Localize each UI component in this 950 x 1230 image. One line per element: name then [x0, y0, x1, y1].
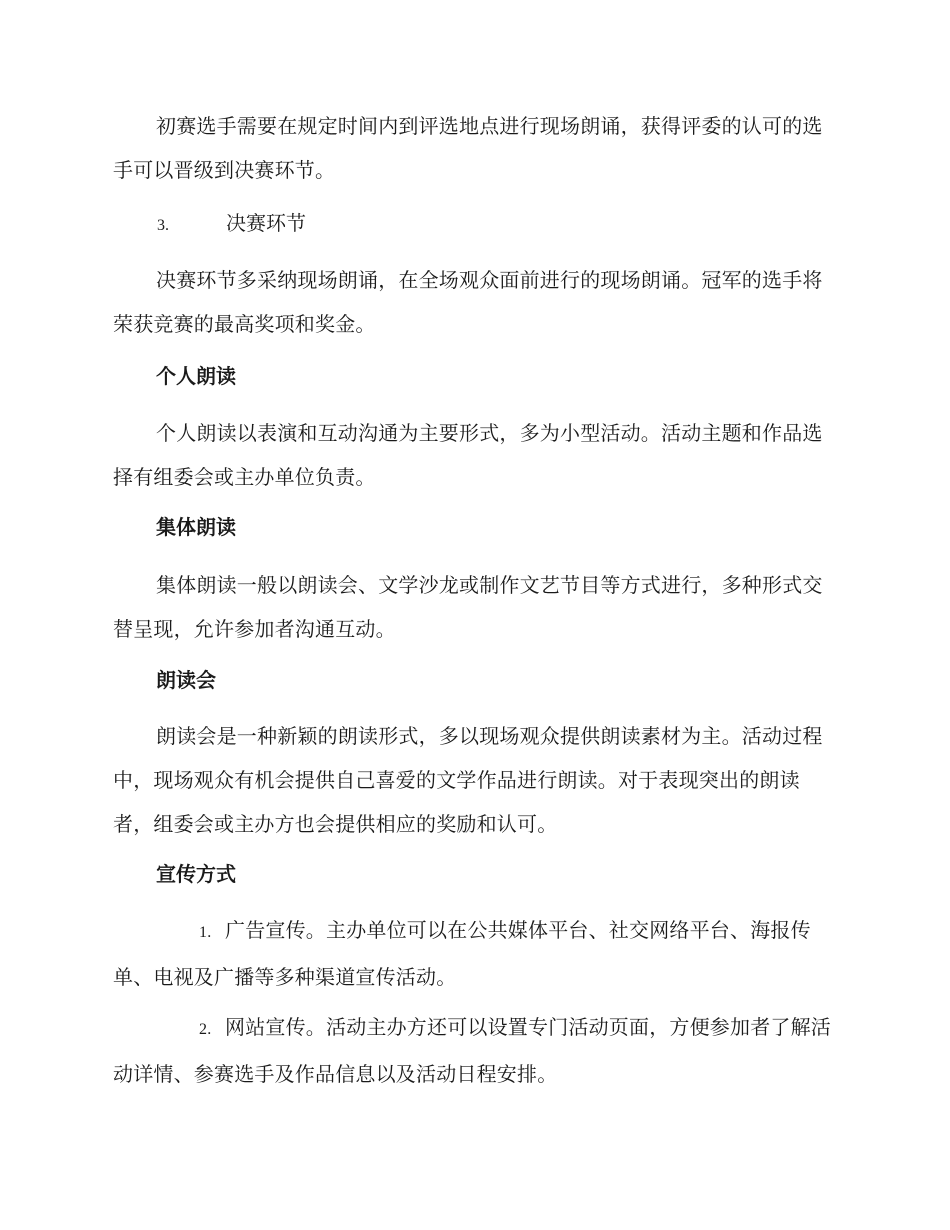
promotion-item-2: [113, 1005, 833, 1096]
paragraph-individual: [113, 411, 833, 499]
list-item-text: 广告宣传。主办单位可以在公共媒体平台、社交网络平台、海报传单、电视及广播等多种渠道宣传活动。: [113, 918, 811, 989]
list-number: 1.: [199, 924, 212, 941]
section-heading-reading-session: 朗读会: [156, 668, 216, 692]
section-heading-individual: 个人朗读: [156, 364, 236, 388]
paragraph-text: 初赛选手需要在规定时间内到评选地点进行现场朗诵，获得评委的认可的选手可以晋级到决赛环节。: [113, 114, 823, 182]
paragraph-text: 集体朗读一般以朗读会、文学沙龙或制作文艺节目等方式进行，多种形式交替呈现，允许参加者沟通互动。: [113, 573, 823, 641]
list-heading-text: 决赛环节: [226, 211, 306, 235]
paragraph-group: [113, 563, 833, 651]
paragraph-text: 个人朗读以表演和互动沟通为主要形式，多为小型活动。活动主题和作品选择有组委会或主办单位负责。: [113, 421, 823, 489]
list-item-text: 网站宣传。活动主办方还可以设置专门活动页面，方便参加者了解活动详情、参赛选手及作品信息以及活动日程安排。: [113, 1015, 831, 1086]
paragraph-text: 决赛环节多采纳现场朗诵，在全场观众面前进行的现场朗诵。冠军的选手将荣获竞赛的最高奖项和奖金。: [113, 268, 823, 336]
promotion-item-1: [113, 908, 833, 999]
paragraph-final: [113, 258, 833, 346]
paragraph-reading-session: [113, 714, 833, 846]
section-heading-group: 集体朗读: [156, 515, 236, 539]
numbered-heading-final: [113, 201, 833, 248]
section-heading-promotion: 宣传方式: [156, 862, 236, 886]
list-number: 2.: [199, 1021, 212, 1038]
paragraph-preliminary: [113, 104, 833, 192]
paragraph-text: 朗读会是一种新颖的朗读形式，多以现场观众提供朗读素材为主。活动过程中，现场观众有机会提供自己喜爱的文学作品进行朗读。对于表现突出的朗读者，组委会或主办方也会提供相应的奖励和认可。: [113, 724, 823, 836]
list-number: 3.: [157, 217, 169, 234]
